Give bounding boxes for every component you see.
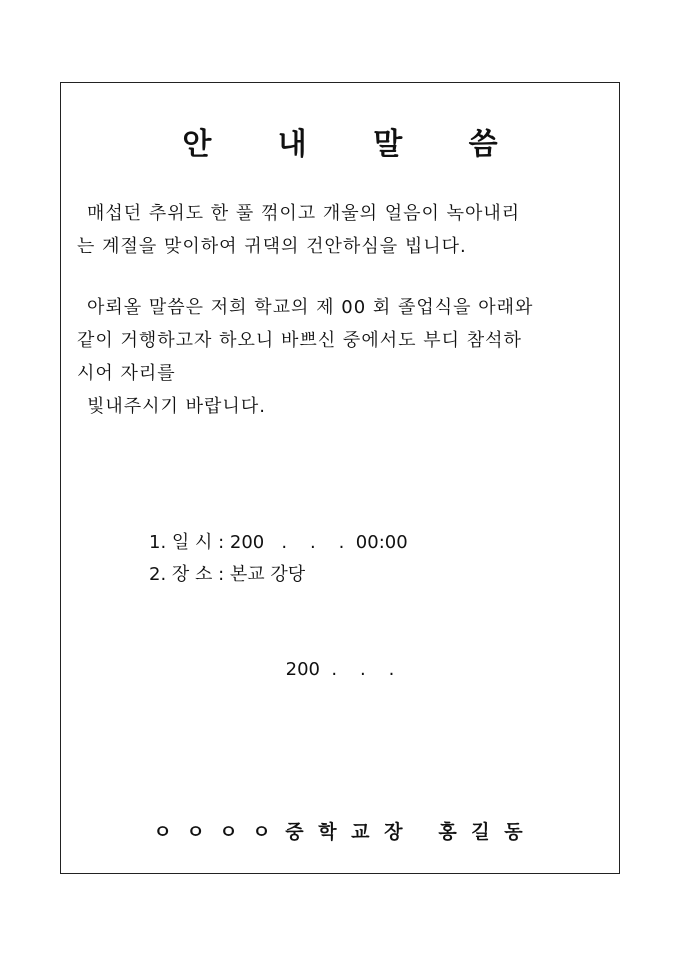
event-location: 2. 장 소 : 본교 강당 <box>149 564 306 585</box>
greeting-paragraph <box>77 197 607 263</box>
issue-date: 200 . . . <box>285 659 395 680</box>
event-datetime: 1. 일 시 : 200 . . . 00:00 <box>149 532 408 553</box>
greeting-line-1: 매섭던 추위도 한 풀 꺾이고 개울의 얼음이 녹아내리 <box>87 203 521 224</box>
greeting-line-2: 는 계절을 맞이하여 귀댁의 건안하심을 빕니다. <box>77 236 467 257</box>
document-title: 안 내 말 씀 <box>182 127 526 162</box>
event-info-list <box>149 527 408 591</box>
announcement-paragraph <box>77 291 607 423</box>
announcement-line-3: 시어 자리를 <box>77 363 176 384</box>
announcement-line-1: 아뢰올 말씀은 저희 학교의 제 00 회 졸업식을 아래와 <box>87 297 534 318</box>
principal-signature: ㅇ ㅇ ㅇ ㅇ 중 학 교 장 홍 길 동 <box>153 821 527 843</box>
announcement-line-4: 빛내주시기 바랍니다. <box>87 396 266 417</box>
announcement-line-2: 같이 거행하고자 하오니 바쁘신 중에서도 부디 참석하 <box>77 330 522 351</box>
document-frame <box>60 82 620 874</box>
